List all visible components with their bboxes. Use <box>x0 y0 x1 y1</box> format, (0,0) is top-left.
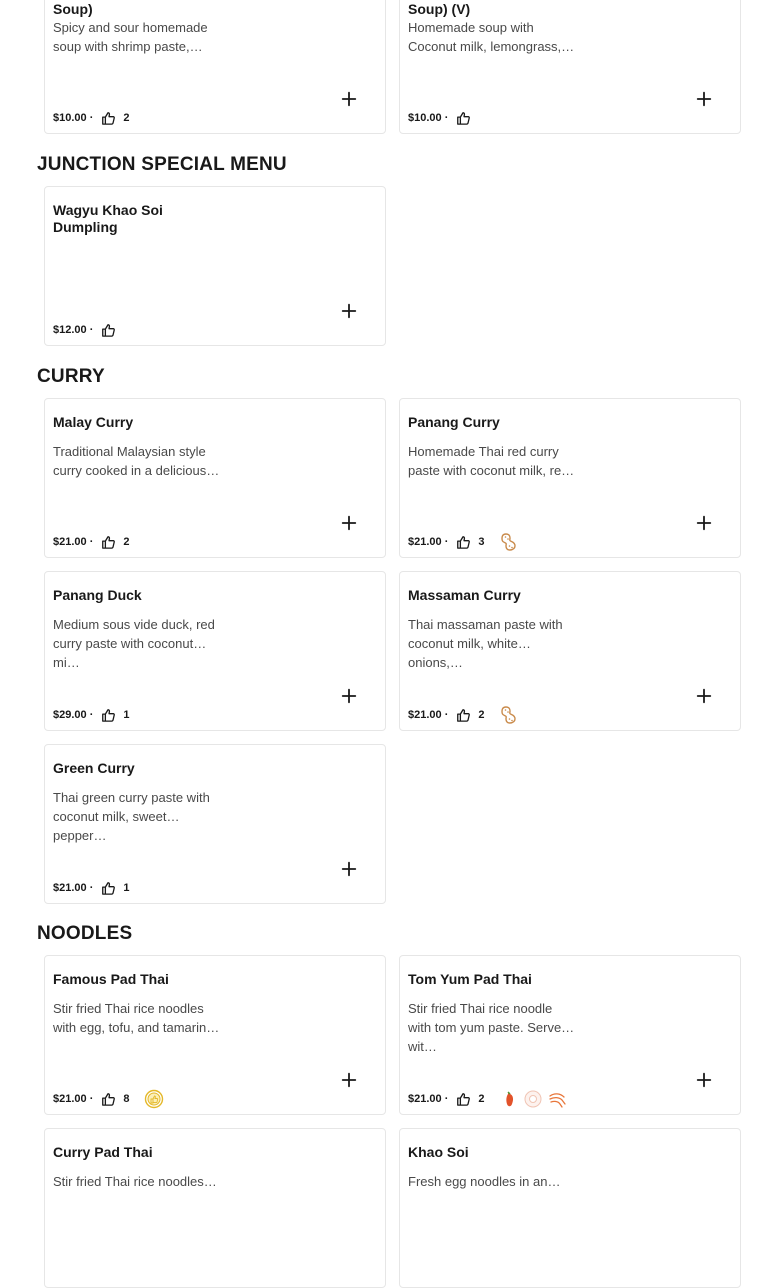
add-item-button[interactable] <box>694 1070 714 1090</box>
item-price: $21.00 · <box>408 536 449 548</box>
menu-item-card[interactable] <box>399 0 741 134</box>
item-name: Khao Soi <box>408 1144 469 1160</box>
thumbs-up-icon <box>101 111 115 125</box>
add-item-button[interactable] <box>339 1070 359 1090</box>
add-item-button[interactable] <box>694 686 714 706</box>
plus-icon <box>340 687 358 705</box>
item-price: $10.00 · <box>408 112 449 124</box>
item-footer <box>53 1090 168 1108</box>
menu-item-card[interactable] <box>44 186 386 346</box>
item-footer <box>53 109 144 127</box>
menu-item-card[interactable] <box>44 744 386 904</box>
item-description: Spicy and sour homemade soup with shrimp paste,… <box>53 20 208 54</box>
item-description: Stir fried Thai rice noodles with egg, tofu, and tamarin… <box>53 1001 220 1035</box>
item-price: $29.00 · <box>53 709 94 721</box>
menu-item-card[interactable] <box>399 1128 741 1288</box>
item-name: Green Curry <box>53 760 135 776</box>
thumbs-up-icon <box>101 708 115 722</box>
menu-item-card[interactable] <box>399 398 741 558</box>
popular-badge-icon <box>144 1089 164 1109</box>
thumbs-up-icon <box>101 535 115 549</box>
item-price: $21.00 · <box>408 1093 449 1105</box>
item-description: Stir fried Thai rice noodle with tom yum paste. Served wit… <box>408 1001 569 1054</box>
item-description: Fresh egg noodles in an… <box>408 1174 561 1189</box>
like-count: 3 <box>478 536 485 548</box>
item-name: Wagyu Khao Soi Dumpling <box>53 202 163 235</box>
item-name: Panang Duck <box>53 587 142 603</box>
add-item-button[interactable] <box>339 513 359 533</box>
plus-icon <box>340 90 358 108</box>
menu-item-card[interactable] <box>44 0 386 134</box>
plus-icon <box>695 514 713 532</box>
chili-icon <box>499 1089 519 1109</box>
like-count: 2 <box>478 1093 485 1105</box>
like-count: 1 <box>123 709 130 721</box>
menu-item-card[interactable] <box>44 571 386 731</box>
plus-icon <box>340 860 358 878</box>
item-name: Curry Pad Thai <box>53 1144 153 1160</box>
item-description: Homemade soup with Coconut milk, lemongrass,… <box>408 20 575 54</box>
item-footer <box>408 533 523 551</box>
item-name: Soup) <box>53 1 93 17</box>
shrimp-icon <box>547 1089 567 1109</box>
item-price: $21.00 · <box>53 882 94 894</box>
add-item-button[interactable] <box>339 686 359 706</box>
item-description: Homemade Thai red curry paste with coconut milk, re… <box>408 444 575 478</box>
item-footer <box>53 879 144 897</box>
plus-icon <box>340 302 358 320</box>
item-footer <box>53 706 144 724</box>
add-item-button[interactable] <box>339 301 359 321</box>
item-description: Traditional Malaysian style curry cooked in a delicious… <box>53 444 220 478</box>
like-count: 2 <box>123 536 130 548</box>
item-name: Tom Yum Pad Thai <box>408 971 532 987</box>
peanut-icon <box>499 532 519 552</box>
item-price: $21.00 · <box>53 536 94 548</box>
plus-icon <box>695 90 713 108</box>
add-item-button[interactable] <box>339 859 359 879</box>
item-description: Thai massaman paste with coconut milk, white onions,… <box>408 617 563 670</box>
peanut-icon <box>499 705 519 725</box>
item-footer <box>408 706 523 724</box>
section-title-noodles: NOODLES <box>37 923 133 944</box>
item-price: $12.00 · <box>53 324 94 336</box>
item-price: $21.00 · <box>53 1093 94 1105</box>
menu-item-card[interactable] <box>44 955 386 1115</box>
item-name: Famous Pad Thai <box>53 971 169 987</box>
thumbs-up-icon <box>101 881 115 895</box>
item-price: $21.00 · <box>408 709 449 721</box>
thumbs-up-icon <box>101 1092 115 1106</box>
section-title-special: JUNCTION SPECIAL MENU <box>37 154 287 175</box>
thumbs-up-icon <box>456 111 470 125</box>
item-name: Malay Curry <box>53 414 134 430</box>
thumbs-up-icon <box>101 323 115 337</box>
thumbs-up-icon <box>456 708 470 722</box>
item-footer <box>408 109 478 127</box>
menu-item-card[interactable] <box>44 398 386 558</box>
like-count: 1 <box>123 882 130 894</box>
plus-icon <box>695 687 713 705</box>
item-footer <box>53 321 123 339</box>
item-price: $10.00 · <box>53 112 94 124</box>
item-description: Medium sous vide duck, red curry paste with coconut mi… <box>53 617 215 670</box>
plus-icon <box>340 514 358 532</box>
menu-item-card[interactable] <box>399 955 741 1115</box>
item-footer <box>408 1090 571 1108</box>
plus-icon <box>340 1071 358 1089</box>
item-name: Soup) (V) <box>408 1 471 17</box>
thumbs-up-icon <box>456 1092 470 1106</box>
plus-icon <box>695 1071 713 1089</box>
section-title-curry: CURRY <box>37 366 105 387</box>
item-name: Panang Curry <box>408 414 500 430</box>
add-item-button[interactable] <box>694 513 714 533</box>
menu-item-card[interactable] <box>399 571 741 731</box>
menu-item-card[interactable] <box>44 1128 386 1288</box>
like-count: 2 <box>123 112 130 124</box>
like-count: 2 <box>478 709 485 721</box>
thumbs-up-icon <box>456 535 470 549</box>
item-footer <box>53 533 144 551</box>
item-name: Massaman Curry <box>408 587 521 603</box>
item-description: Stir fried Thai rice noodles… <box>53 1174 217 1189</box>
like-count: 8 <box>123 1093 130 1105</box>
add-item-button[interactable] <box>339 89 359 109</box>
egg-icon <box>523 1089 543 1109</box>
add-item-button[interactable] <box>694 89 714 109</box>
item-description: Thai green curry paste with coconut milk, sweet pepper… <box>53 790 210 843</box>
